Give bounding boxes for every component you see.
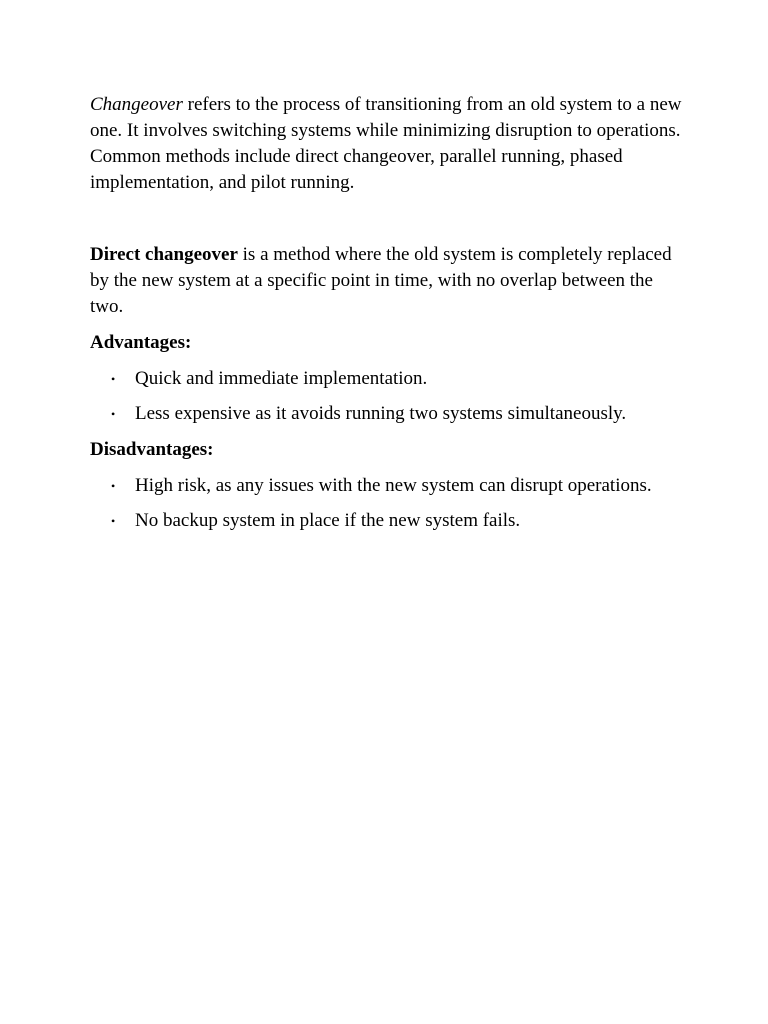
advantages-heading: Advantages: [90, 332, 192, 353]
disadvantages-heading: Disadvantages: [90, 439, 214, 460]
advantages-list [90, 366, 690, 427]
bullet-icon: • [111, 372, 116, 386]
list-item-text: Less expensive as it avoids running two systems simultaneously. [135, 403, 627, 424]
list-item [90, 366, 690, 392]
direct-changeover-term: Direct changeover [90, 244, 238, 265]
list-item [90, 401, 690, 427]
intro-paragraph [90, 92, 690, 196]
direct-changeover-text: is a method where the old system is completely replaced by the new system at a specific point in time, with no overlap between the two. [90, 244, 672, 317]
bullet-icon: • [111, 479, 116, 493]
list-item-text: Quick and immediate implementation. [135, 368, 428, 389]
list-item-text: High risk, as any issues with the new system can disrupt operations. [135, 475, 652, 496]
disadvantages-list [90, 473, 690, 534]
bullet-icon: • [111, 514, 116, 528]
list-item-text: No backup system in place if the new system fails. [135, 510, 521, 531]
list-item [90, 473, 690, 499]
bullet-icon: • [111, 407, 116, 421]
intro-text: refers to the process of transitioning from an old system to a new one. It involves switching systems while minimizing disruption to operations. Common methods include direct changeover, parallel running, phased implementation, and pilot running. [90, 94, 682, 193]
direct-changeover-paragraph [90, 242, 690, 320]
list-item [90, 508, 690, 534]
document-body [90, 92, 690, 543]
intro-term: Changeover [90, 94, 183, 115]
